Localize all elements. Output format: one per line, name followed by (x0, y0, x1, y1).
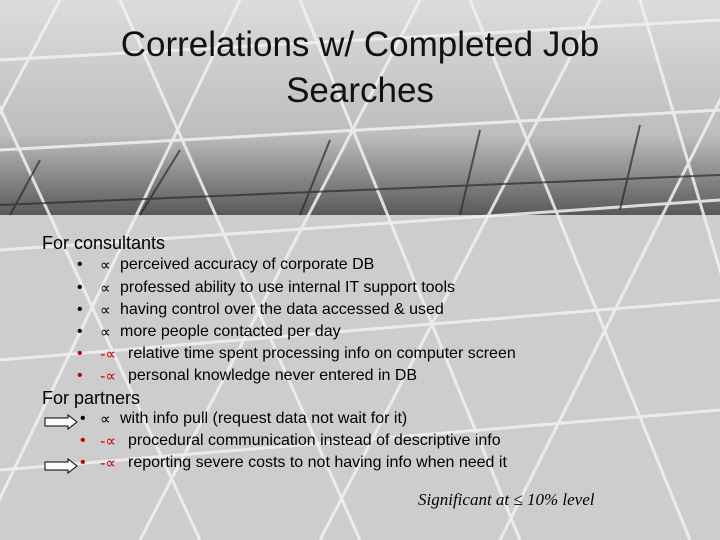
item-text: personal knowledge never entered in DB (128, 367, 418, 384)
proportional-symbol: ∝ (100, 279, 111, 297)
bullet-icon: • (77, 301, 83, 318)
item-text: more people contacted per day (120, 323, 341, 340)
consultants-heading: For consultants (42, 233, 166, 253)
proportional-symbol: ∝ (100, 256, 111, 274)
item-text: with info pull (request data not wait for it) (120, 410, 408, 427)
proportional-symbol: ∝ (100, 323, 111, 341)
title-line-2: Searches (286, 71, 434, 110)
item-text: professed ability to use internal IT support tools (120, 279, 455, 296)
bullet-icon: • (80, 454, 86, 471)
title-line-1: Correlations w/ Completed Job (120, 25, 600, 64)
bullet-icon: • (77, 256, 83, 273)
slide-title (40, 22, 680, 114)
bullet-icon: • (77, 345, 83, 362)
bullet-icon: • (80, 432, 86, 449)
arrow-right-icon (44, 458, 78, 474)
bullet-icon: • (80, 410, 86, 427)
bullet-icon: • (77, 279, 83, 296)
bullet-icon: • (77, 323, 83, 340)
proportional-symbol: ∝ (100, 301, 111, 319)
significance-note: Significant at ≤ 10% level (418, 490, 595, 509)
negative-proportional-symbol: -∝ (100, 367, 117, 385)
proportional-symbol: ∝ (100, 410, 111, 428)
item-text: perceived accuracy of corporate DB (120, 256, 375, 273)
negative-proportional-symbol: -∝ (100, 432, 117, 450)
item-text: relative time spent processing info on computer screen (128, 345, 516, 362)
arrow-right-icon (44, 414, 78, 430)
item-text: having control over the data accessed & used (120, 301, 444, 318)
bullet-icon: • (77, 367, 83, 384)
partners-heading: For partners (42, 388, 141, 408)
item-text: procedural communication instead of descriptive info (128, 432, 501, 449)
item-text: reporting severe costs to not having info when need it (128, 454, 507, 471)
negative-proportional-symbol: -∝ (100, 454, 117, 472)
negative-proportional-symbol: -∝ (100, 345, 117, 363)
